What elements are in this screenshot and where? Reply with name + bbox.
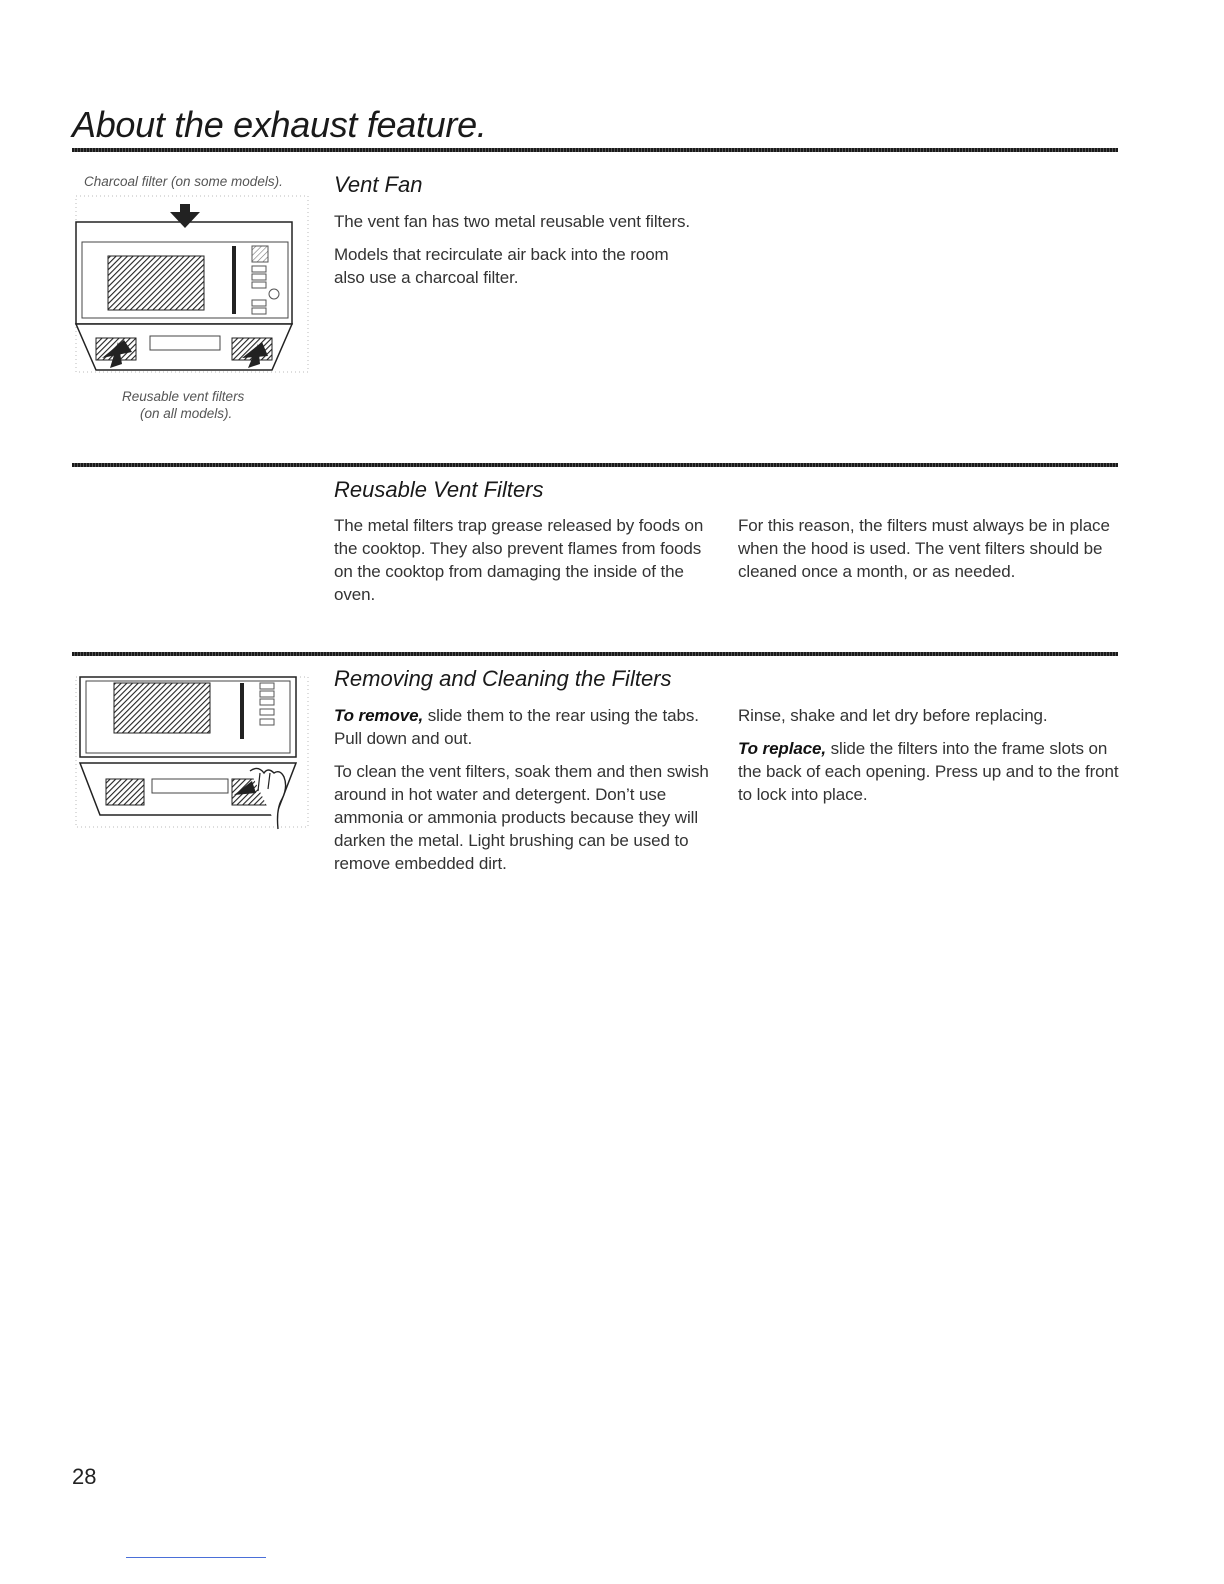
remove-lead: To remove, [334,706,424,725]
clean-paragraph: To clean the vent filters, soak them and then swish around in hot water and detergent. Don’t use ammonia or ammonia products because they will darken the metal. Light brushing can be used to remove embedded dirt. [334,762,709,873]
replace-paragraph [738,737,1120,806]
reusable-filters-heading: Reusable Vent Filters [334,477,544,502]
microwave-illustration [72,192,312,382]
reusable-filters-col1: The metal filters trap grease released by foods on the cooktop. They also prevent flames from foods on the cooktop from damaging the inside of the oven. [334,516,704,604]
title-rule [72,148,1118,152]
replace-text: slide the filters into the frame slots on the back of each opening. Press up and to the front to lock into place. [738,739,1119,804]
rinse-paragraph: Rinse, shake and let dry before replacing. [738,706,1048,725]
removing-heading: Removing and Cleaning the Filters [334,666,672,691]
page-title: About the exhaust feature. [72,104,487,145]
vent-fan-paragraph: Models that recirculate air back into the room also use a charcoal filter. [334,245,669,287]
section-rule [72,652,1118,656]
reusable-filters-col2: For this reason, the filters must always be in place when the hood is used. The vent filters should be cleaned once a month, or as needed. [738,516,1110,581]
remove-paragraph [334,704,719,750]
caption-vent-filters-line2: (on all models). [140,406,233,421]
footer-line [126,1557,266,1558]
filter-removal-illustration [72,675,312,835]
vent-fan-paragraph: The vent fan has two metal reusable vent filters. [334,212,691,231]
replace-lead: To replace, [738,739,827,758]
removing-col2 [738,704,1120,816]
vent-fan-heading: Vent Fan [334,172,423,197]
caption-charcoal-filter: Charcoal filter (on some models). [84,174,283,189]
page-number: 28 [72,1464,97,1489]
removing-col1 [334,704,719,885]
caption-vent-filters-line1: Reusable vent filters [122,389,245,404]
section-rule [72,463,1118,467]
vent-fan-body [334,210,724,299]
remove-text: slide them to the rear using the tabs. Pull down and out. [334,706,699,748]
